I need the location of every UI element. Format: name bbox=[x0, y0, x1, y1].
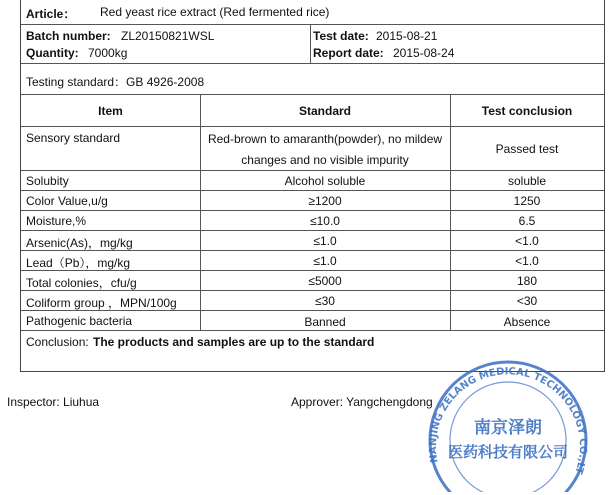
row-result: 6.5 bbox=[518, 214, 536, 228]
article-label: Article： bbox=[26, 7, 76, 21]
header-standard: Standard bbox=[298, 104, 351, 118]
row-result: Absence bbox=[503, 315, 551, 329]
row-item: Pathogenic bacteria bbox=[26, 314, 133, 328]
row-item: Sensory standard bbox=[26, 131, 121, 145]
row-standard: ≥1200 bbox=[308, 194, 342, 208]
row-standard: Red-brown to amaranth(powder), no mildew bbox=[207, 132, 443, 146]
article-value: Red yeast rice extract (Red fermented rice) bbox=[100, 5, 330, 19]
test-date-value: 2015-08-21 bbox=[376, 29, 438, 43]
header-item: Item bbox=[98, 104, 123, 118]
row-item: Lead（Pb），mg/kg bbox=[26, 256, 131, 270]
row-result: <30 bbox=[516, 294, 538, 308]
seal-graphic bbox=[418, 358, 598, 492]
row-result: <1.0 bbox=[515, 254, 539, 268]
row-item: Color Value,u/g bbox=[26, 194, 108, 208]
batch-info-row bbox=[21, 25, 604, 64]
seal-line2: 医药科技有限公司 bbox=[447, 443, 569, 461]
table-row bbox=[21, 191, 604, 211]
row-standard: ≤1.0 bbox=[313, 234, 337, 248]
table-row bbox=[21, 271, 604, 291]
quantity-value: 7000kg bbox=[88, 46, 128, 60]
table-row bbox=[21, 251, 604, 271]
header-conclusion: Test conclusion bbox=[481, 104, 573, 118]
company-seal bbox=[418, 358, 598, 495]
row-standard-line2: changes and no visible impurity bbox=[241, 153, 409, 167]
row-standard: Banned bbox=[304, 315, 346, 329]
table-row bbox=[21, 231, 604, 251]
row-result: Passed test bbox=[495, 142, 559, 156]
table-row bbox=[21, 291, 604, 311]
row-standard: ≤1.0 bbox=[313, 254, 337, 268]
conclusion-label: Conclusion: bbox=[26, 335, 89, 349]
row-standard: ≤5000 bbox=[308, 274, 342, 288]
table-row bbox=[21, 171, 604, 191]
report-sheet bbox=[20, 0, 605, 372]
test-date-label: Test date: bbox=[313, 29, 369, 43]
row-standard: Alcohol soluble bbox=[284, 174, 366, 188]
row-item: Solubity bbox=[26, 174, 69, 188]
table-row bbox=[21, 311, 604, 331]
row-item: Moisture,% bbox=[26, 214, 87, 228]
article-row bbox=[21, 0, 604, 25]
seal-line1: 南京泽朗 bbox=[474, 418, 542, 438]
report-date-value: 2015-08-24 bbox=[393, 46, 455, 60]
batch-label: Batch number: bbox=[26, 29, 111, 43]
row-result: 180 bbox=[516, 274, 538, 288]
inspector-signature: Inspector: Liuhua bbox=[7, 395, 100, 409]
row-item: Coliform group ，MPN/100g bbox=[26, 296, 177, 310]
row-result: soluble bbox=[507, 174, 547, 188]
batch-value: ZL20150821WSL bbox=[121, 29, 215, 43]
report-date-label: Report date: bbox=[313, 46, 384, 60]
row-result: <1.0 bbox=[515, 234, 539, 248]
row-standard: ≤10.0 bbox=[310, 214, 340, 228]
seal-outer-text: NANJING ZELANG MEDICAL TECHNOLOGY CO.,LT bbox=[427, 366, 589, 476]
table-header-row bbox=[21, 95, 604, 127]
table-row bbox=[21, 211, 604, 231]
row-result: 1250 bbox=[513, 194, 541, 208]
table-row bbox=[21, 127, 604, 171]
testing-standard: Testing standard：GB 4926-2008 bbox=[26, 75, 205, 89]
approver-signature: Approver: Yangchengdong bbox=[291, 395, 433, 409]
row-item: Total colonies，cfu/g bbox=[26, 276, 137, 290]
conclusion-text: The products and samples are up to the standard bbox=[93, 335, 375, 349]
testing-standard-row bbox=[21, 64, 604, 95]
row-standard: ≤30 bbox=[315, 294, 335, 308]
quantity-label: Quantity: bbox=[26, 46, 79, 60]
row-item: Arsenic(As)，mg/kg bbox=[26, 236, 133, 250]
